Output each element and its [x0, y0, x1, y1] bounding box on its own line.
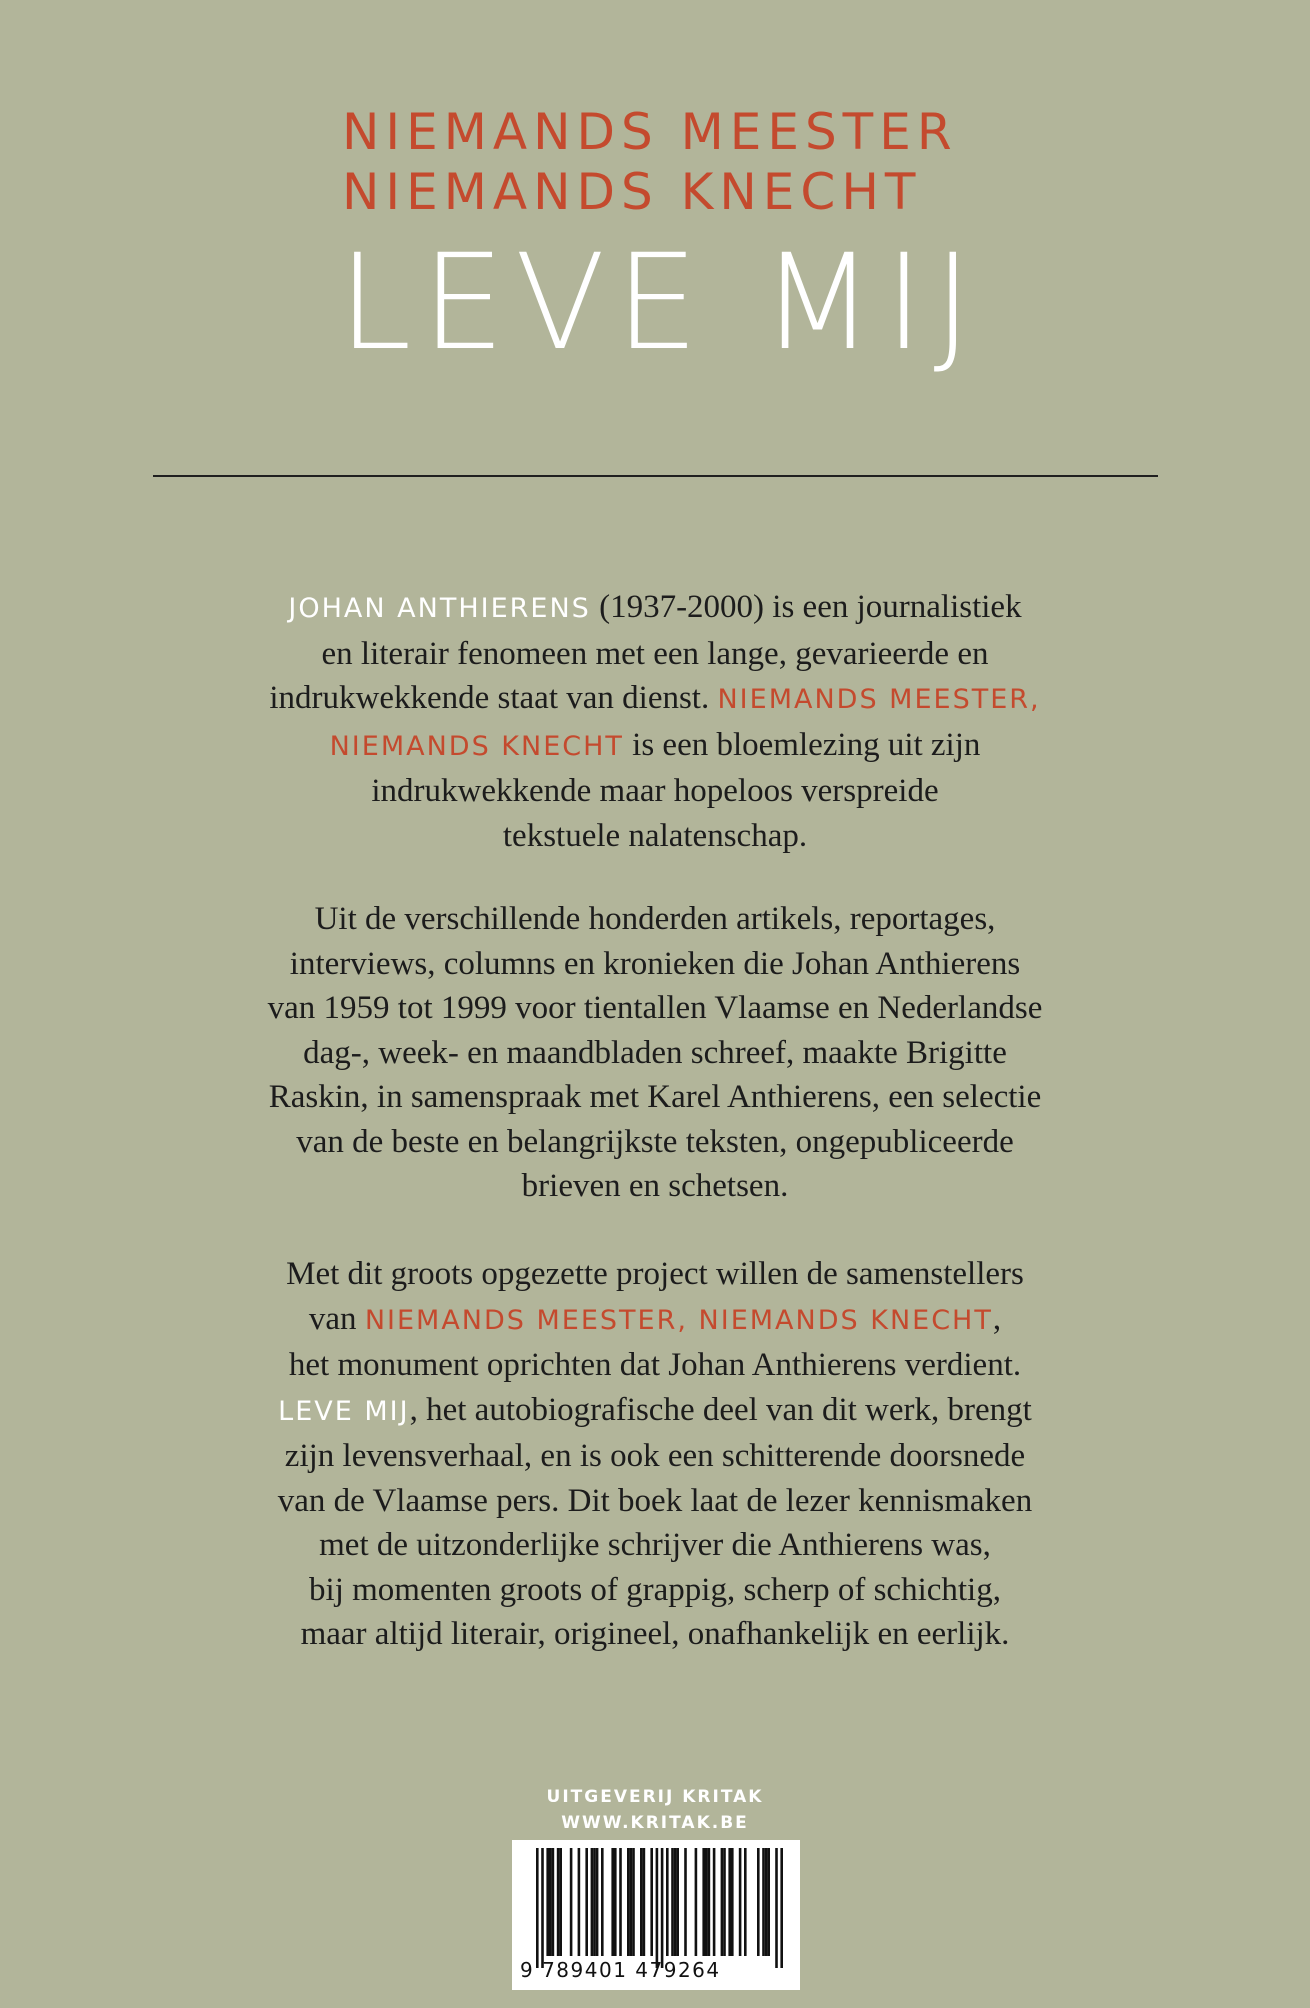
blurb-paragraph-2	[150, 897, 1160, 1209]
highlighted-title-text: NIEMANDS KNECHT	[329, 730, 624, 762]
blurb-line	[150, 1343, 1160, 1388]
blurb-line	[150, 814, 1160, 859]
blurb-text: ,	[992, 1300, 1002, 1337]
barcode-bar	[614, 1848, 617, 1956]
blurb-line	[150, 1297, 1160, 1344]
blurb-text: dag-, week- en maandbladen schreef, maakte Brigitte	[303, 1034, 1007, 1071]
blurb-paragraph-1	[150, 585, 1160, 858]
barcode-bar	[656, 1848, 659, 1968]
barcode-bar	[713, 1848, 716, 1956]
blurb-line	[150, 1612, 1160, 1657]
barcode-bar	[650, 1848, 653, 1956]
barcode-bar	[684, 1848, 687, 1956]
barcode-bar	[596, 1848, 599, 1956]
barcode-bar	[632, 1848, 635, 1956]
series-title-line-1: NIEMANDS MEESTER	[342, 103, 958, 161]
barcode-bar	[593, 1848, 596, 1956]
barcode-bar	[676, 1848, 679, 1956]
highlighted-title-text: NIEMANDS MEESTER, NIEMANDS KNECHT	[364, 1304, 993, 1336]
blurb-text: van de beste en belangrijkste teksten, ongepubliceerde	[296, 1123, 1014, 1160]
barcode-bar	[695, 1848, 698, 1956]
blurb-text: van de Vlaamse pers. Dit boek laat de lezer kennismaken	[277, 1482, 1033, 1519]
publisher-name: UITGEVERIJ KRITAK	[546, 1787, 764, 1807]
blurb-text: maar altijd literair, origineel, onafhankelijk en eerlijk.	[300, 1616, 1010, 1652]
blurb-text: van	[308, 1300, 365, 1337]
barcode-bar	[762, 1848, 765, 1956]
blurb-line	[150, 986, 1160, 1031]
barcode-bar	[536, 1848, 539, 1968]
blurb-text: zijn levensverhaal, en is ook een schitterende doorsnede	[284, 1438, 1026, 1474]
barcode-bar	[708, 1848, 711, 1956]
blurb-line	[150, 676, 1160, 723]
divider-rule	[153, 475, 1158, 477]
blurb-line	[150, 1075, 1160, 1120]
barcode-bar	[546, 1848, 549, 1956]
book-title: LEVE MIJ	[338, 226, 983, 380]
blurb-line	[150, 1568, 1160, 1613]
barcode-bar	[591, 1848, 594, 1956]
series-title	[342, 102, 958, 222]
barcode-bar	[661, 1848, 664, 1968]
blurb-text: Uit de verschillende honderden artikels, reportages,	[314, 901, 996, 937]
barcode-bar	[757, 1848, 760, 1956]
barcode-bar	[666, 1848, 669, 1956]
barcode-bar	[723, 1848, 726, 1956]
barcode-bar	[765, 1848, 768, 1956]
barcode-bar	[721, 1848, 724, 1956]
barcode-bar	[611, 1848, 614, 1956]
blurb-text: brieven en schetsen.	[521, 1168, 789, 1204]
blurb-line	[150, 1434, 1160, 1479]
barcode-bar	[705, 1848, 708, 1956]
blurb-text: het monument oprichten dat Johan Anthierens verdient.	[288, 1347, 1022, 1383]
blurb-text: tekstuele nalatenschap.	[502, 817, 808, 854]
highlighted-title-text: JOHAN ANTHIERENS	[288, 593, 591, 624]
barcode-bar	[731, 1848, 734, 1956]
barcode-bar	[601, 1848, 604, 1956]
blurb-text: Met dit groots opgezette project willen de samenstellers	[286, 1256, 1024, 1292]
barcode-bar	[630, 1848, 633, 1956]
blurb-line	[150, 585, 1160, 632]
blurb-line	[150, 942, 1160, 987]
barcode-bar	[643, 1848, 646, 1956]
barcode-bar	[702, 1848, 705, 1956]
barcode-bar	[767, 1848, 770, 1956]
blurb-line	[150, 1031, 1160, 1076]
publisher-url: WWW.KRITAK.BE	[561, 1813, 749, 1833]
highlighted-title-text: NIEMANDS MEESTER,	[717, 684, 1041, 715]
barcode-bar	[775, 1848, 778, 1968]
blurb-text: met de uitzonderlijke schrijver die Anthierens was,	[319, 1527, 991, 1563]
barcode-bar	[541, 1848, 544, 1968]
isbn-barcode	[512, 1840, 800, 1990]
blurb-line	[150, 1164, 1160, 1209]
barcode-bar	[671, 1848, 674, 1956]
blurb-paragraph-3	[150, 1252, 1160, 1657]
barcode-bar	[557, 1848, 560, 1956]
blurb-line	[150, 769, 1160, 814]
barcode-digits: 9 789401 479264	[520, 1958, 721, 1982]
blurb-text: interviews, columns en kronieken die Johan Anthierens	[289, 945, 1021, 982]
barcode-bar	[627, 1848, 630, 1956]
blurb-line	[150, 1523, 1160, 1568]
barcode-bar	[559, 1848, 562, 1956]
blurb-line	[150, 897, 1160, 942]
barcode-bar	[744, 1848, 747, 1956]
barcode-bar	[570, 1848, 573, 1956]
barcode-bar	[780, 1848, 783, 1968]
blurb-text: is een bloemlezing uit zijn	[623, 726, 981, 763]
blurb-line	[150, 1252, 1160, 1297]
blurb-text: bij momenten groots of grappig, scherp of schichtig,	[309, 1571, 1001, 1608]
barcode-bar	[674, 1848, 677, 1956]
blurb-text: indrukwekkende staat van dienst.	[269, 680, 718, 716]
barcode-bar	[549, 1848, 552, 1956]
series-title-line-2: NIEMANDS KNECHT	[342, 163, 922, 221]
barcode-bar	[739, 1848, 742, 1956]
barcode-bar	[585, 1848, 588, 1956]
blurb-line	[150, 1120, 1160, 1165]
barcode-bar	[578, 1848, 581, 1956]
blurb-text: Raskin, in samenspraak met Karel Anthierens, een selectie	[268, 1079, 1042, 1115]
blurb-text: indrukwekkende maar hopeloos verspreide	[371, 773, 939, 809]
blurb-line	[150, 1479, 1160, 1524]
blurb-line	[150, 632, 1160, 677]
blurb-text: en literair fenomeen met een lange, gevarieerde en	[321, 635, 989, 672]
blurb-line	[150, 1388, 1160, 1435]
blurb-text: van 1959 tot 1999 voor tientallen Vlaamse en Nederlandse	[267, 990, 1043, 1026]
barcode-bar	[728, 1848, 731, 1956]
blurb-line	[150, 723, 1160, 770]
barcode-bar	[619, 1848, 622, 1956]
barcode-bar	[640, 1848, 643, 1956]
highlighted-title-text: LEVE MIJ	[278, 1395, 410, 1427]
publisher-block	[0, 1784, 1310, 1836]
blurb-text: , het autobiografische deel van dit werk, brengt	[409, 1391, 1032, 1428]
barcode-bar	[552, 1848, 555, 1956]
blurb-text: (1937-2000) is een journalistiek	[590, 589, 1022, 625]
